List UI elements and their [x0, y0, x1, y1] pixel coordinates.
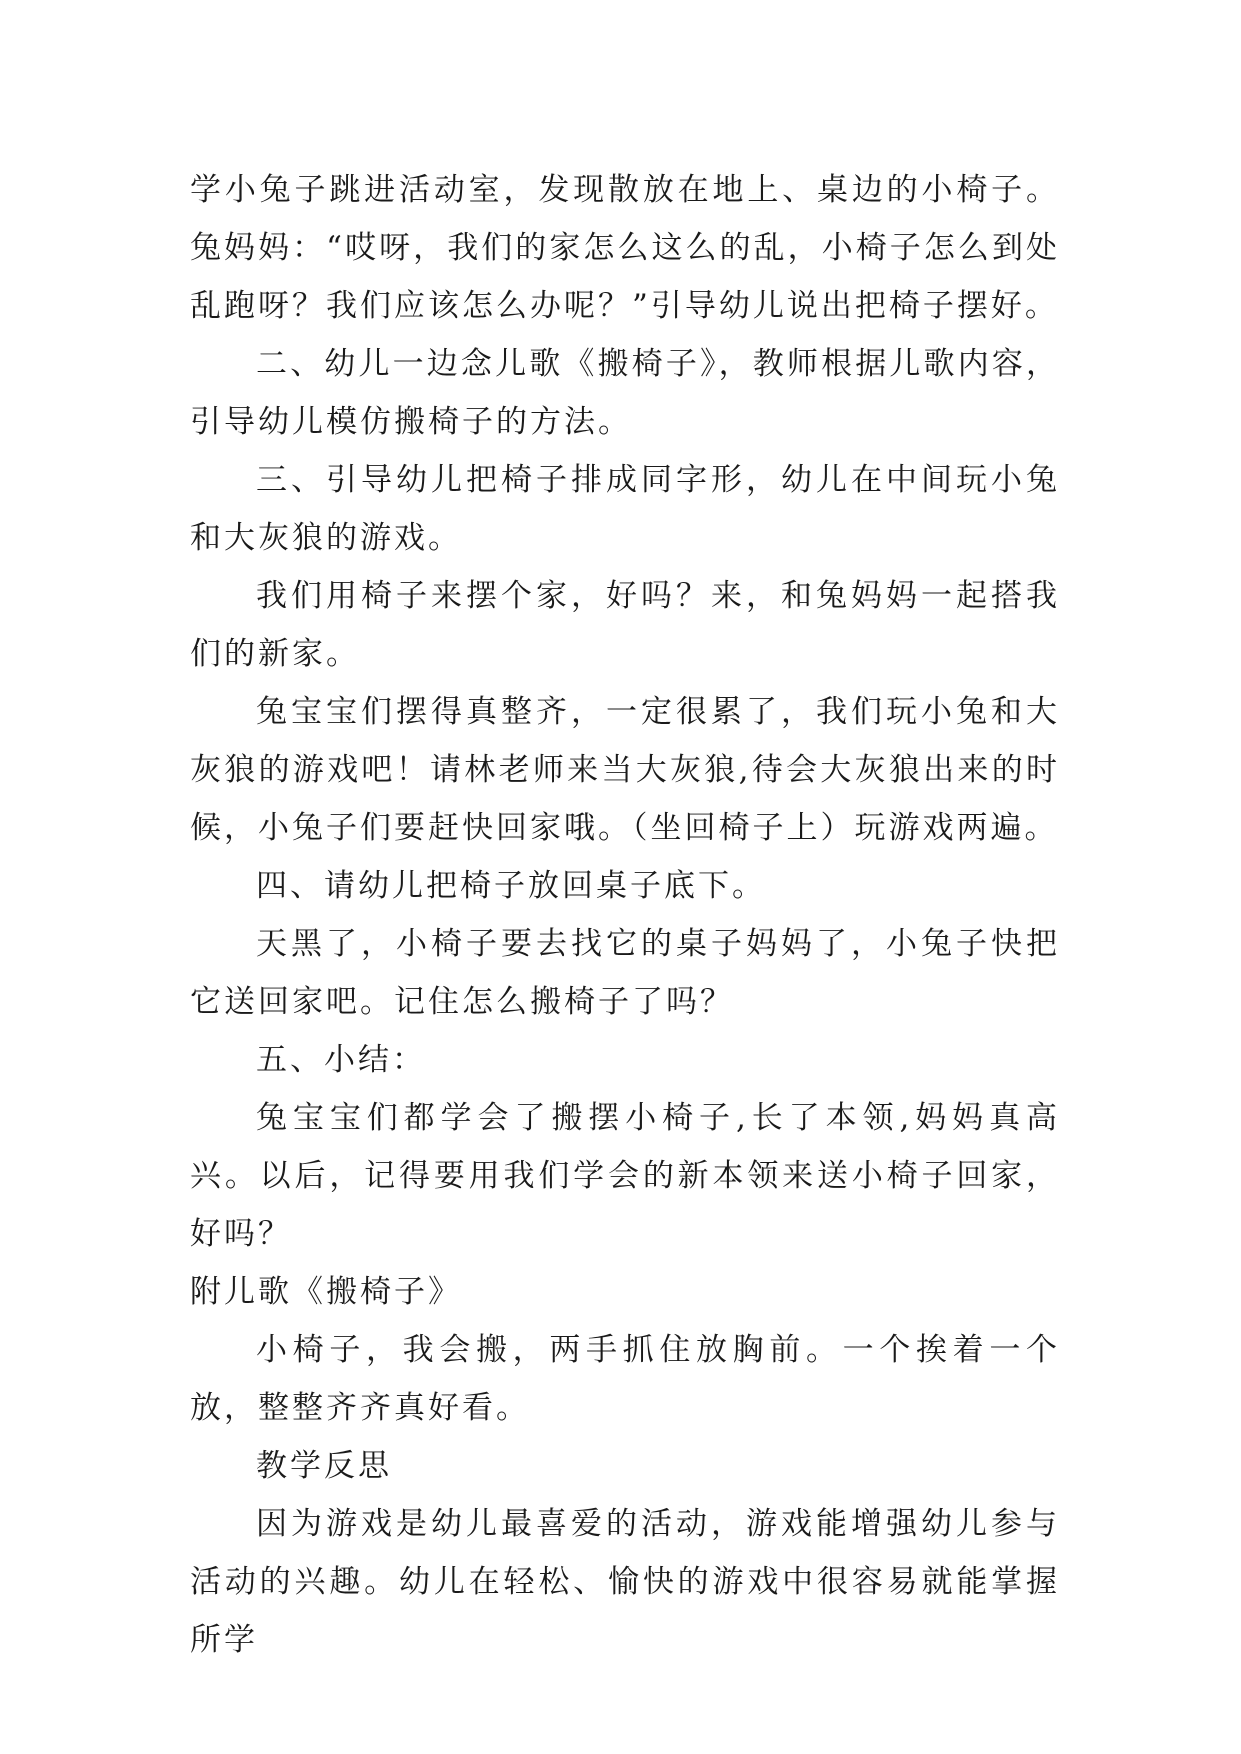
- paragraph-9: 兔宝宝们都学会了搬摆小椅子,长了本领,妈妈真高兴。以后，记得要用我们学会的新本领来送小椅子回家，好吗？: [190, 1100, 1060, 1252]
- paragraph-8: 五、小结：: [256, 1042, 426, 1078]
- paragraph-6: 四、请幼儿把椅子放回桌子底下。: [256, 868, 766, 904]
- document-body: [190, 161, 1060, 1669]
- paragraph-10: 附儿歌《搬椅子》: [190, 1274, 462, 1310]
- paragraph-1: 学小兔子跳进活动室，发现散放在地上、桌边的小椅子。兔妈妈：“哎呀，我们的家怎么这么的乱，小椅子怎么到处乱跑呀？我们应该怎么办呢？”引导幼儿说出把椅子摆好。: [190, 172, 1060, 324]
- paragraph-13: 因为游戏是幼儿最喜爱的活动，游戏能增强幼儿参与活动的兴趣。幼儿在轻松、愉快的游戏中很容易就能掌握所学: [190, 1506, 1060, 1658]
- paragraph-7: 天黑了，小椅子要去找它的桌子妈妈了，小兔子快把它送回家吧。记住怎么搬椅子了吗？: [190, 926, 1060, 1020]
- paragraph-3: 三、引导幼儿把椅子排成同字形，幼儿在中间玩小兔和大灰狼的游戏。: [190, 462, 1060, 556]
- paragraph-5: 兔宝宝们摆得真整齐，一定很累了，我们玩小兔和大灰狼的游戏吧！请林老师来当大灰狼,待会大灰狼出来的时候，小兔子们要赶快回家哦。（坐回椅子上）玩游戏两遍。: [190, 694, 1060, 846]
- paragraph-11: 小椅子，我会搬，两手抓住放胸前。一个挨着一个放，整整齐齐真好看。: [190, 1332, 1060, 1426]
- paragraph-4: 我们用椅子来摆个家，好吗？来，和兔妈妈一起搭我们的新家。: [190, 578, 1060, 672]
- paragraph-12: 教学反思: [256, 1448, 392, 1484]
- paragraph-2: 二、幼儿一边念儿歌《搬椅子》，教师根据儿歌内容，引导幼儿模仿搬椅子的方法。: [190, 346, 1060, 440]
